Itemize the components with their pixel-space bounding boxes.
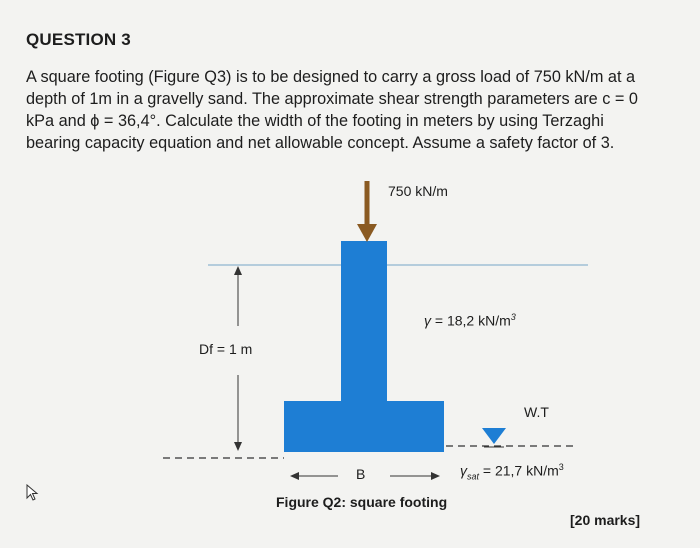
df-arrow-down-icon xyxy=(234,442,242,451)
figure-caption: Figure Q2: square footing xyxy=(276,494,448,510)
b-arrow-right-icon xyxy=(431,472,440,480)
gsat-unit-exponent: 3 xyxy=(558,462,564,472)
question-line: bearing capacity equation and net allowable concept. Assume a safety factor of 3. xyxy=(26,134,615,152)
footing-column xyxy=(341,241,387,403)
load-label: 750 kN/m xyxy=(388,183,448,199)
gamma-unit-exponent: 3 xyxy=(510,312,516,322)
mouse-pointer-icon xyxy=(26,484,40,502)
load-arrow-head xyxy=(357,224,377,242)
unit-weight-label xyxy=(424,312,516,329)
water-table-label: W.T xyxy=(524,404,549,420)
width-label: B xyxy=(356,466,366,482)
marks-label: [20 marks] xyxy=(570,512,641,528)
gsat-value: = 21,7 kN/m xyxy=(479,462,559,479)
saturated-unit-weight-label xyxy=(460,462,564,481)
question-line: depth of 1m in a gravelly sand. The approximate shear strength parameters are c = 0 xyxy=(26,90,638,108)
df-arrow-up-icon xyxy=(234,266,242,275)
depth-label: Df = 1 m xyxy=(199,341,253,357)
water-table-triangle-icon xyxy=(482,428,506,444)
gamma-value: = 18,2 kN/m xyxy=(431,312,511,329)
b-arrow-left-icon xyxy=(290,472,299,480)
question-line: A square footing (Figure Q3) is to be designed to carry a gross load of 750 kN/m at a xyxy=(26,68,636,86)
gsat-symbol: γ xyxy=(460,462,467,479)
gamma-symbol: γ xyxy=(424,312,431,329)
footing-base xyxy=(284,401,444,452)
question-heading: QUESTION 3 xyxy=(26,30,131,49)
gsat-subscript: sat xyxy=(467,471,480,482)
question-line: kPa and ϕ = 36,4°. Calculate the width of the footing in meters by using Terzaghi xyxy=(26,112,604,130)
